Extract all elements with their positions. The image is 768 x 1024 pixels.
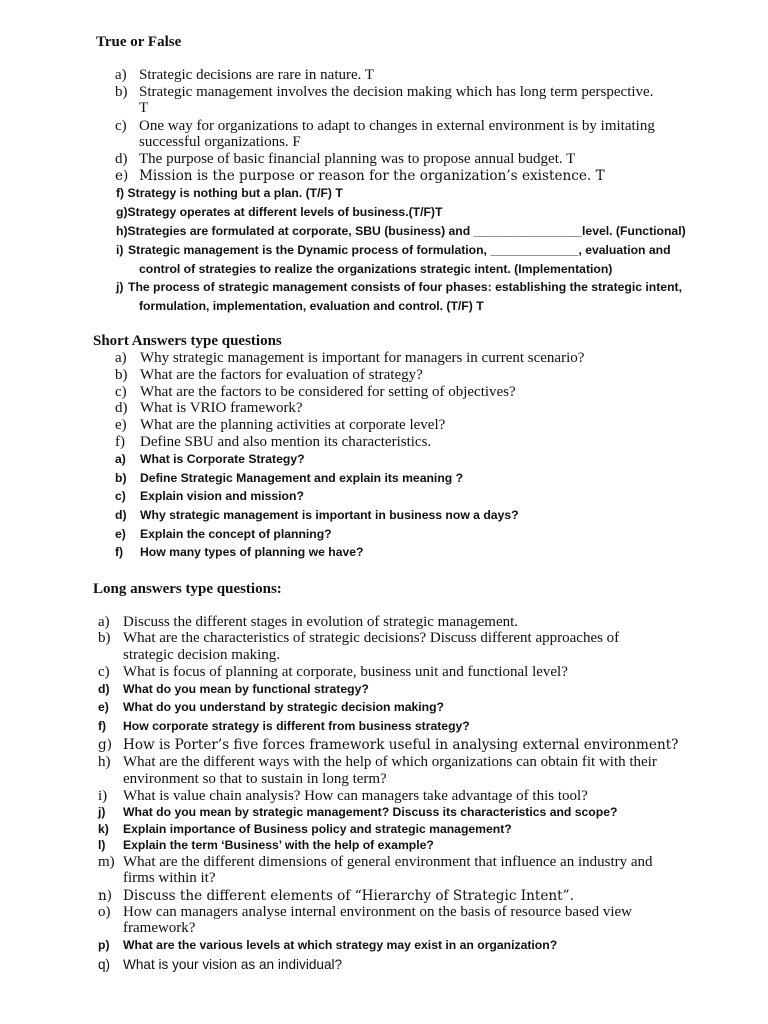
list-marker: l) bbox=[98, 838, 106, 852]
list-item-text: Strategic management involves the decision making which has long term perspective. bbox=[139, 84, 654, 100]
list-item-text: framework? bbox=[123, 920, 196, 936]
list-marker: j) bbox=[98, 805, 106, 819]
list-marker: d) bbox=[98, 682, 110, 696]
list-marker: e) bbox=[115, 168, 129, 184]
list-marker: a) bbox=[98, 614, 110, 630]
list-marker: b) bbox=[115, 84, 128, 100]
list-item-text: What is VRIO framework? bbox=[140, 400, 303, 416]
list-marker: b) bbox=[115, 367, 128, 383]
list-marker: d) bbox=[115, 151, 128, 167]
list-item-text: What are the various levels at which strategy may exist in an organization? bbox=[123, 938, 558, 952]
list-item-text: What is value chain analysis? How can managers take advantage of this tool? bbox=[123, 788, 588, 804]
list-marker: a) bbox=[115, 350, 127, 366]
list-marker: m) bbox=[98, 854, 115, 870]
list-item-text: f) Strategy is nothing but a plan. (T/F) T bbox=[116, 186, 343, 200]
list-item-text: What is focus of planning at corporate, business unit and functional level? bbox=[123, 664, 568, 680]
list-marker: c) bbox=[115, 489, 126, 503]
list-item-text: firms within it? bbox=[123, 870, 216, 886]
section-title-long-answers: Long answers type questions: bbox=[93, 581, 282, 597]
list-marker: b) bbox=[98, 630, 111, 646]
list-item-text: strategic decision making. bbox=[123, 647, 281, 663]
list-marker: i) bbox=[116, 243, 124, 257]
list-item-text: Why strategic management is important for managers in current scenario? bbox=[140, 350, 585, 366]
list-marker: f) bbox=[115, 545, 124, 559]
list-marker: i) bbox=[98, 788, 108, 804]
list-marker: e) bbox=[115, 527, 126, 541]
list-item-text: The process of strategic management consists of four phases: establishing the strategic intent, bbox=[128, 280, 682, 294]
list-item-text: One way for organizations to adapt to changes in external environment is by imitating bbox=[139, 118, 655, 134]
list-item-text: How many types of planning we have? bbox=[140, 545, 364, 559]
list-item-text: Explain the concept of planning? bbox=[140, 527, 332, 541]
list-item-text: Explain importance of Business policy and strategic management? bbox=[123, 822, 512, 836]
list-marker: j) bbox=[116, 280, 124, 294]
list-marker: e) bbox=[115, 417, 127, 433]
list-item-text: What do you mean by functional strategy? bbox=[123, 682, 369, 696]
list-item-text: Define Strategic Management and explain its meaning ? bbox=[140, 471, 464, 485]
list-item-text: environment so that to sustain in long term? bbox=[123, 771, 387, 787]
list-marker: h) bbox=[98, 754, 111, 770]
list-item-text: Mission is the purpose or reason for the organization’s existence. T bbox=[139, 168, 605, 184]
list-marker: f) bbox=[98, 719, 107, 733]
list-marker: o) bbox=[98, 904, 111, 920]
list-item-text: Strategic decisions are rare in nature. T bbox=[139, 67, 375, 83]
section-title-true-false: True or False bbox=[96, 34, 182, 50]
list-item-text: Define SBU and also mention its characteristics. bbox=[140, 434, 432, 450]
list-marker: f) bbox=[115, 434, 125, 450]
list-item-text: What is Corporate Strategy? bbox=[140, 452, 305, 466]
list-marker: d) bbox=[115, 508, 127, 522]
list-item-text: Discuss the different stages in evolution of strategic management. bbox=[123, 614, 519, 630]
list-item-text: What are the different ways with the help of which organizations can obtain fit with their bbox=[123, 754, 657, 770]
list-marker: c) bbox=[115, 384, 127, 400]
list-item-text: Discuss the different elements of “Hierarchy of Strategic Intent”. bbox=[123, 888, 574, 904]
list-marker: c) bbox=[115, 118, 127, 134]
list-item-text: successful organizations. F bbox=[139, 134, 301, 150]
list-item-text: What are the planning activities at corporate level? bbox=[140, 417, 446, 433]
list-item-text: h)Strategies are formulated at corporate, SBU (business) and ________________level. (Functional) bbox=[116, 224, 686, 238]
list-item-text: How is Porter’s five forces framework useful in analysing external environment? bbox=[123, 737, 679, 753]
list-item-text: What do you mean by strategic management? Discuss its characteristics and scope? bbox=[123, 805, 618, 819]
list-item-text: How can managers analyse internal environment on the basis of resource based view bbox=[123, 904, 632, 920]
list-item-text: control of strategies to realize the organizations strategic intent. (Implementation) bbox=[139, 262, 613, 276]
list-item-text: The purpose of basic financial planning was to propose annual budget. T bbox=[139, 151, 576, 167]
list-marker: e) bbox=[98, 700, 109, 714]
list-marker: q) bbox=[98, 957, 111, 972]
list-marker: b) bbox=[115, 471, 127, 485]
list-marker: g) bbox=[98, 737, 113, 753]
list-item-text: What is your vision as an individual? bbox=[123, 957, 343, 972]
list-item bbox=[115, 67, 127, 84]
list-item-text: What are the factors for evaluation of strategy? bbox=[140, 367, 423, 383]
list-item-text: What are the characteristics of strategic decisions? Discuss different approaches of bbox=[123, 630, 620, 646]
list-marker: n) bbox=[98, 888, 113, 904]
list-item-text: What do you understand by strategic decision making? bbox=[123, 700, 444, 714]
list-item-text: T bbox=[139, 100, 149, 116]
list-item-text: What are the factors to be considered for setting of objectives? bbox=[140, 384, 516, 400]
list-marker: p) bbox=[98, 938, 110, 952]
list-marker: k) bbox=[98, 822, 109, 836]
list-item-text: Explain the term ‘Business’ with the help of example? bbox=[123, 838, 434, 852]
list-item-text: How corporate strategy is different from business strategy? bbox=[123, 719, 470, 733]
list-item-text: g)Strategy operates at different levels of business.(T/F)T bbox=[116, 205, 443, 219]
list-item-text: What are the different dimensions of general environment that influence an industry and bbox=[123, 854, 653, 870]
list-marker: a) bbox=[115, 452, 126, 466]
list-item-text: Strategic management is the Dynamic process of formulation, _____________, evaluation and bbox=[128, 243, 671, 257]
section-title-short-answers: Short Answers type questions bbox=[93, 333, 282, 349]
list-item-text: formulation, implementation, evaluation and control. (T/F) T bbox=[139, 299, 484, 313]
list-item-text: Why strategic management is important in business now a days? bbox=[140, 508, 519, 522]
list-item-text: Explain vision and mission? bbox=[140, 489, 304, 503]
list-marker: a) bbox=[115, 67, 127, 83]
list-marker: d) bbox=[115, 400, 128, 416]
list-marker: c) bbox=[98, 664, 110, 680]
